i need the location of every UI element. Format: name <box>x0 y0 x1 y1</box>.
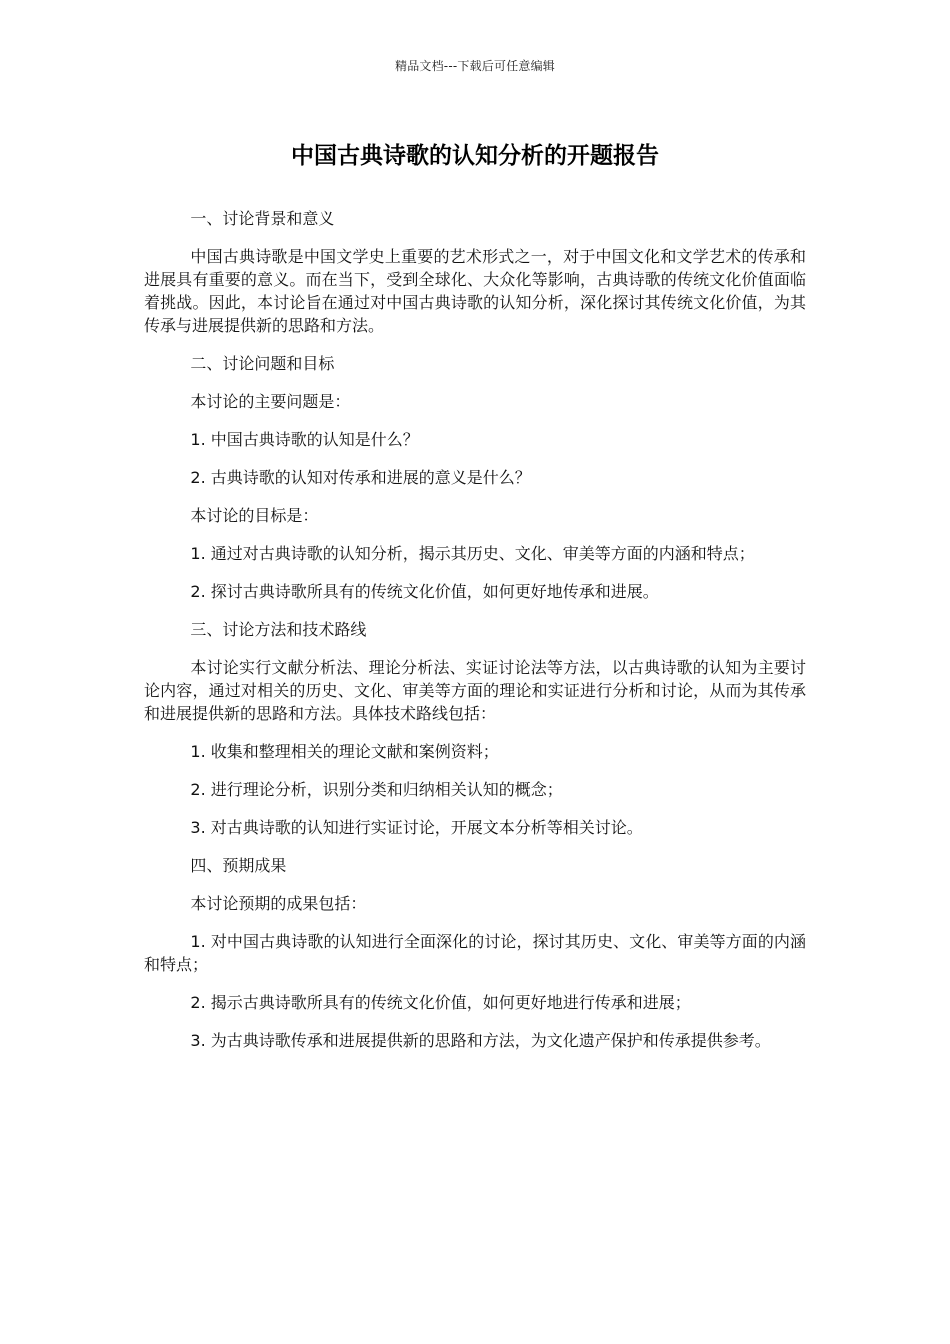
paragraph-methods: 本讨论实行文献分析法、理论分析法、实证讨论法等方法，以古典诗歌的认知为主要讨论内容，通过对相关的历史、文化、审美等方面的理论和实证进行分析和讨论，从而为其传承和进展提供新的思路和方法。具体技术路线包括： <box>144 658 806 723</box>
section-heading-methods: 三、讨论方法和技术路线 <box>190 620 367 639</box>
section-heading-questions: 二、讨论问题和目标 <box>190 354 335 373</box>
document-body <box>144 207 806 1067</box>
list-item-outcome-3: 3. 为古典诗歌传承和进展提供新的思路和方法，为文化遗产保护和传承提供参考。 <box>190 1031 771 1050</box>
section-heading-outcomes: 四、预期成果 <box>190 856 287 875</box>
list-item-goal-1: 1. 通过对古典诗歌的认知分析，揭示其历史、文化、审美等方面的内涵和特点； <box>190 544 755 563</box>
paragraph-goals-intro: 本讨论的目标是： <box>190 506 319 525</box>
list-item-outcome-2: 2. 揭示古典诗歌所具有的传统文化价值，如何更好地进行传承和进展； <box>190 993 691 1012</box>
list-item-goal-2: 2. 探讨古典诗歌所具有的传统文化价值，如何更好地传承和进展。 <box>190 582 659 601</box>
list-item-outcome-1: 1. 对中国古典诗歌的认知进行全面深化的讨论，探讨其历史、文化、审美等方面的内涵和特点； <box>144 932 806 974</box>
list-item-route-3: 3. 对古典诗歌的认知进行实证讨论，开展文本分析等相关讨论。 <box>190 818 643 837</box>
list-item-route-1: 1. 收集和整理相关的理论文献和案例资料； <box>190 742 499 761</box>
document-title: 中国古典诗歌的认知分析的开题报告 <box>291 143 659 169</box>
list-item-route-2: 2. 进行理论分析，识别分类和归纳相关认知的概念； <box>190 780 563 799</box>
list-item-question-2: 2. 古典诗歌的认知对传承和进展的意义是什么？ <box>190 468 531 487</box>
header-note: 精品文档---下载后可任意编辑 <box>395 59 555 73</box>
paragraph-background: 中国古典诗歌是中国文学史上重要的艺术形式之一，对于中国文化和文学艺术的传承和进展具有重要的意义。而在当下，受到全球化、大众化等影响，古典诗歌的传统文化价值面临着挑战。因此，本讨论旨在通过对中国古典诗歌的认知分析，深化探讨其传统文化价值，为其传承与进展提供新的思路和方法。 <box>144 247 806 335</box>
section-heading-background: 一、讨论背景和意义 <box>190 209 335 228</box>
paragraph-questions-intro: 本讨论的主要问题是： <box>190 392 351 411</box>
paragraph-outcomes-intro: 本讨论预期的成果包括： <box>190 894 367 913</box>
list-item-question-1: 1. 中国古典诗歌的认知是什么？ <box>190 430 419 449</box>
